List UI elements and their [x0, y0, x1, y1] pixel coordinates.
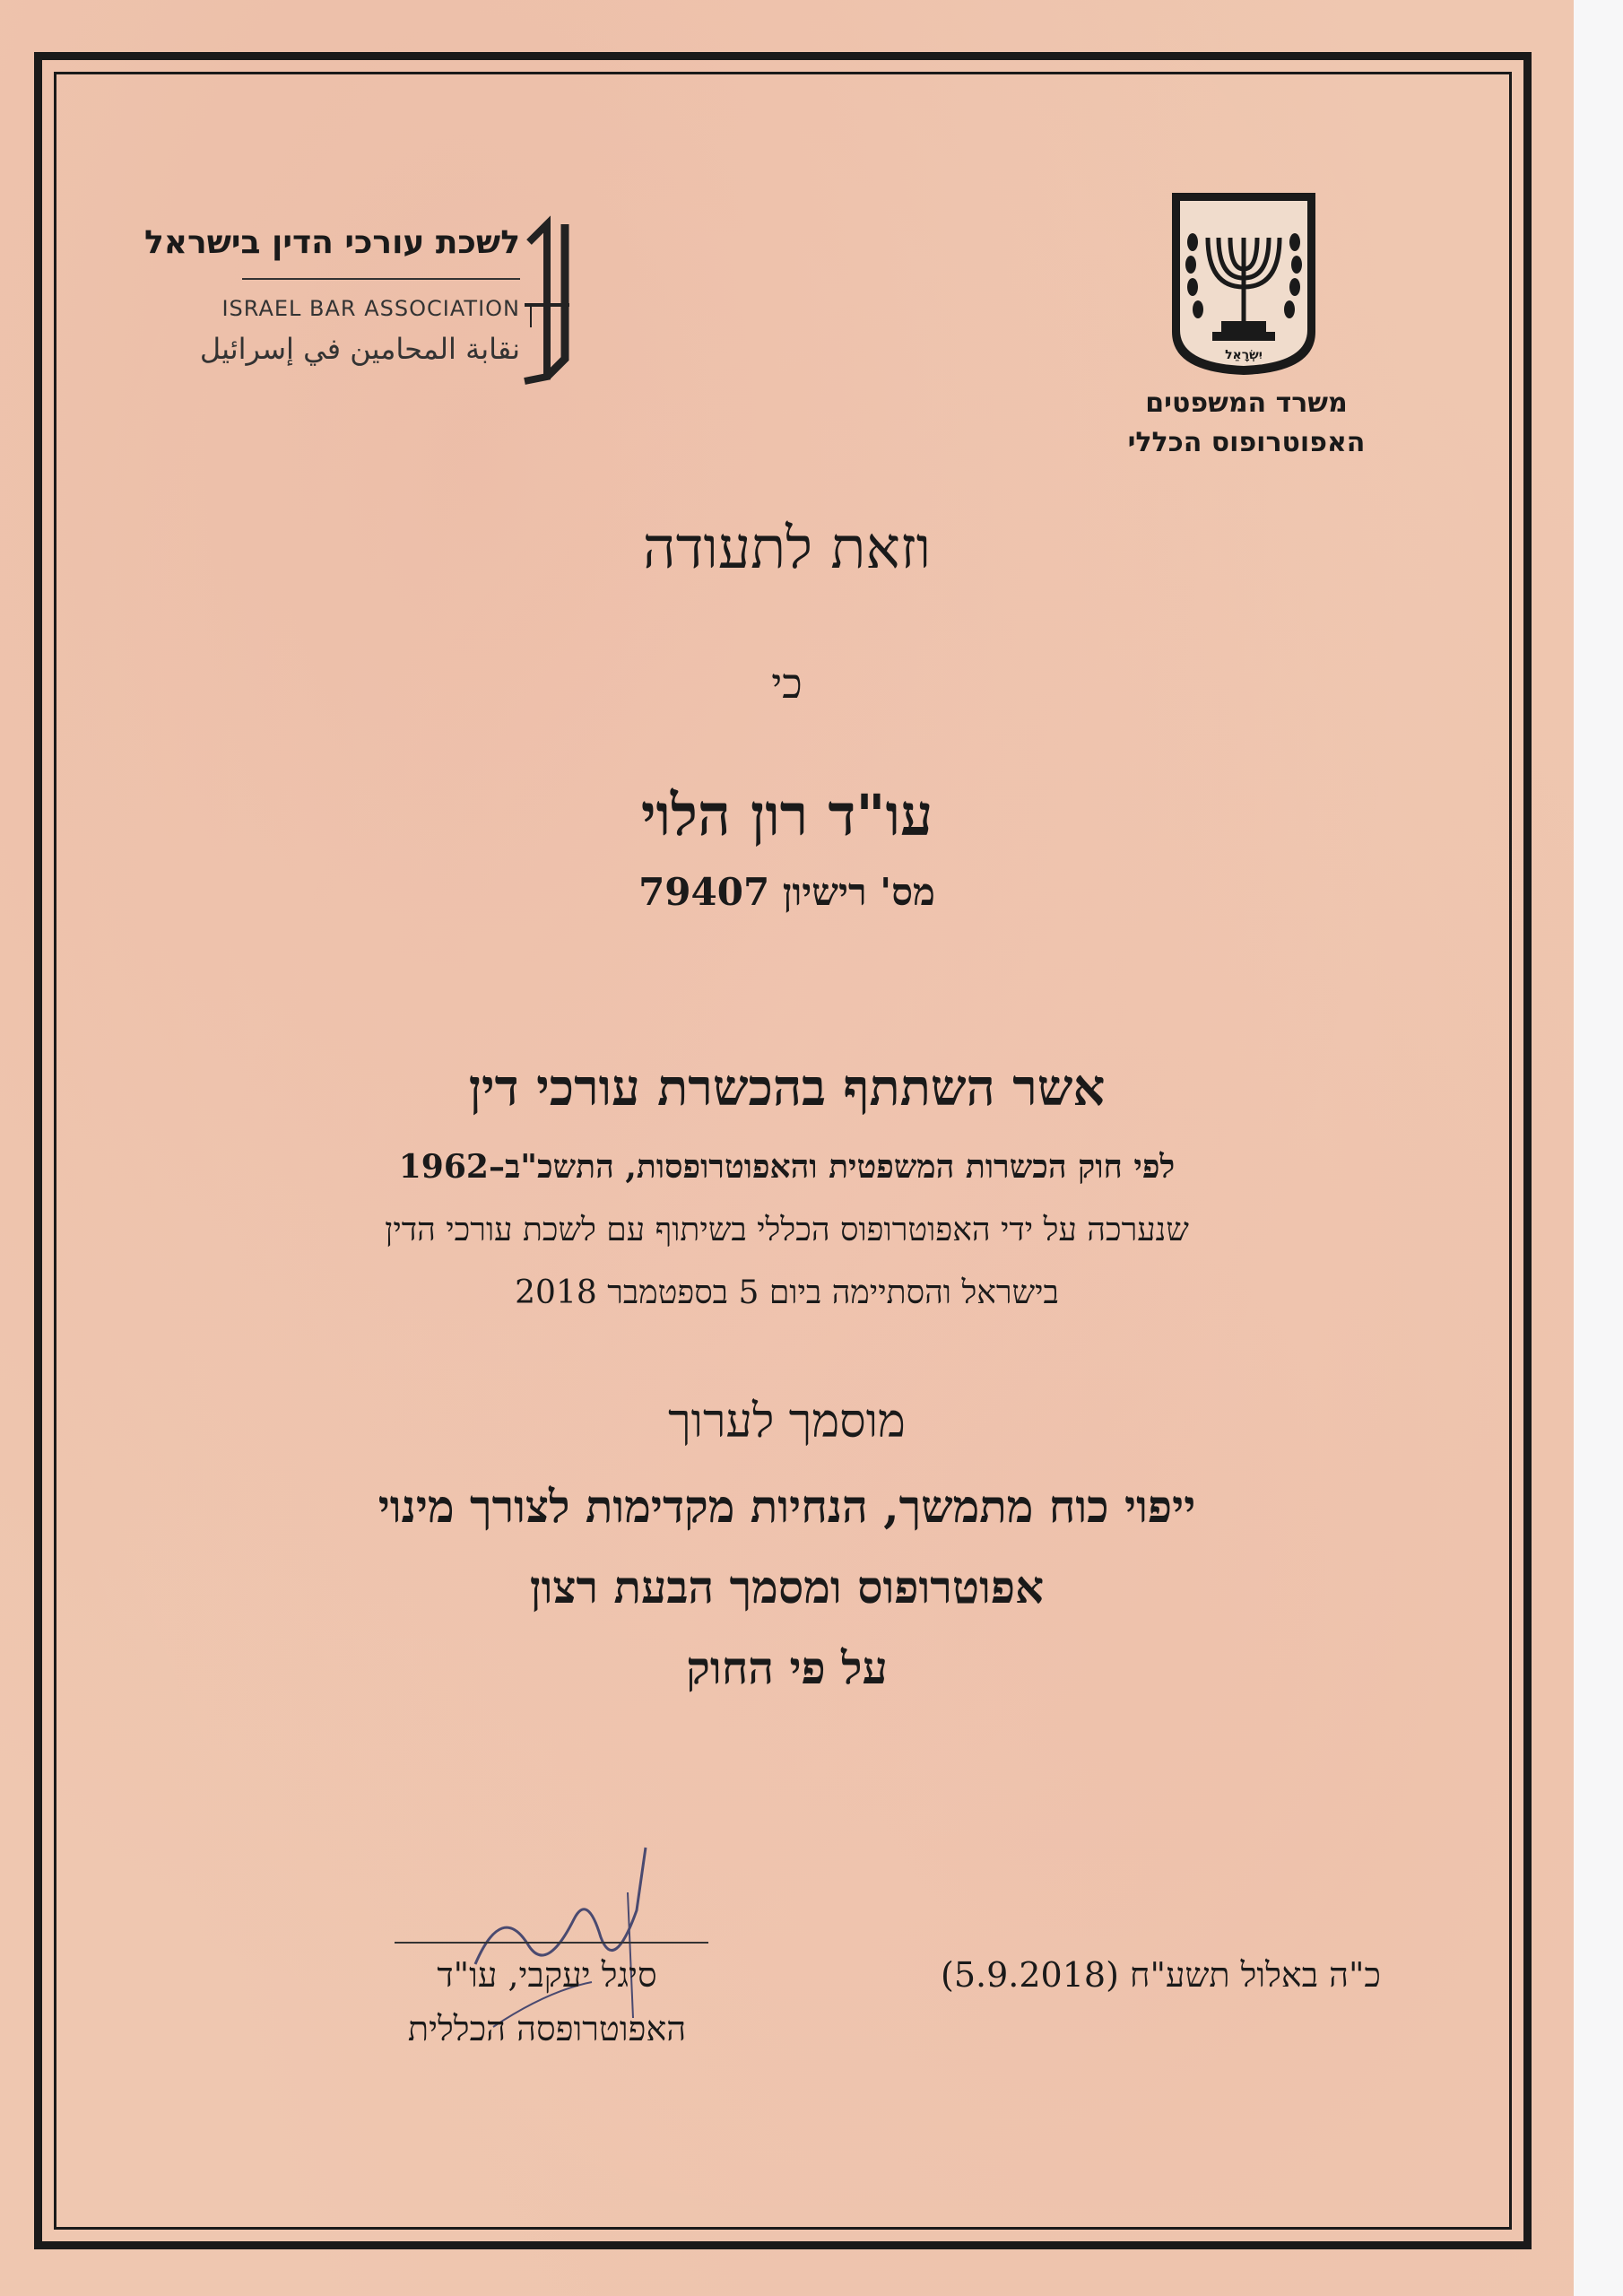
emblem-caption: יִשְׂרָאֵל	[1225, 348, 1263, 362]
bar-association-logo	[143, 206, 574, 413]
signer-name: סיגל יעקבי, עו"ד	[437, 1955, 657, 1995]
participation-statement: אשר השתתף בהכשרת עורכי דין	[468, 1058, 1106, 1118]
bar-ayin-scales-icon	[520, 206, 574, 395]
recipient-name: עו"ד רון הלוי	[640, 782, 933, 849]
bar-association-hebrew: לשכת עורכי הדין בישראל	[143, 224, 520, 261]
issue-date: כ"ה באלול תשע"ח (5.9.2018)	[941, 1955, 1381, 1995]
bar-association-arabic: نقابة المحامين في إسرائيل	[199, 332, 520, 366]
certificate-ki: כי	[771, 659, 803, 708]
logo-divider	[242, 278, 520, 280]
license-number: מס' רישיון 79407	[638, 870, 935, 914]
scan-margin	[1574, 0, 1623, 2296]
certificate-title: וזאת לתעודה	[642, 516, 932, 582]
completion-date-line: בישראל והסתיימה ביום 5 בספטמבר 2018	[515, 1274, 1059, 1311]
scope-line-2: אפוטרופוס ומסמך הבעת רצון	[529, 1561, 1045, 1613]
ministry-name: משרד המשפטים	[1145, 387, 1348, 419]
scope-line-1: ייפוי כוח מתמשך, הנחיות מקדימות לצורך מינוי	[378, 1480, 1196, 1533]
authorized-heading: מוסמך לערוך	[668, 1395, 906, 1448]
signature-line	[395, 1942, 708, 1944]
organizers-line: שנערכה על ידי האפוטרופוס הכללי בשיתוף עם לשכת עורכי הדין	[385, 1212, 1189, 1248]
law-reference: לפי חוק הכשרות המשפטית והאפוטרופסות, התשכ"ב–1962	[398, 1148, 1176, 1186]
state-emblem	[1167, 188, 1320, 377]
signer-role: האפוטרופסה הכללית	[407, 2009, 687, 2048]
bar-association-english: ISRAEL BAR ASSOCIATION	[221, 296, 520, 321]
scope-line-3: על פי החוק	[686, 1641, 888, 1694]
general-custodian-name: האפוטרופוס הכללי	[1127, 427, 1366, 458]
